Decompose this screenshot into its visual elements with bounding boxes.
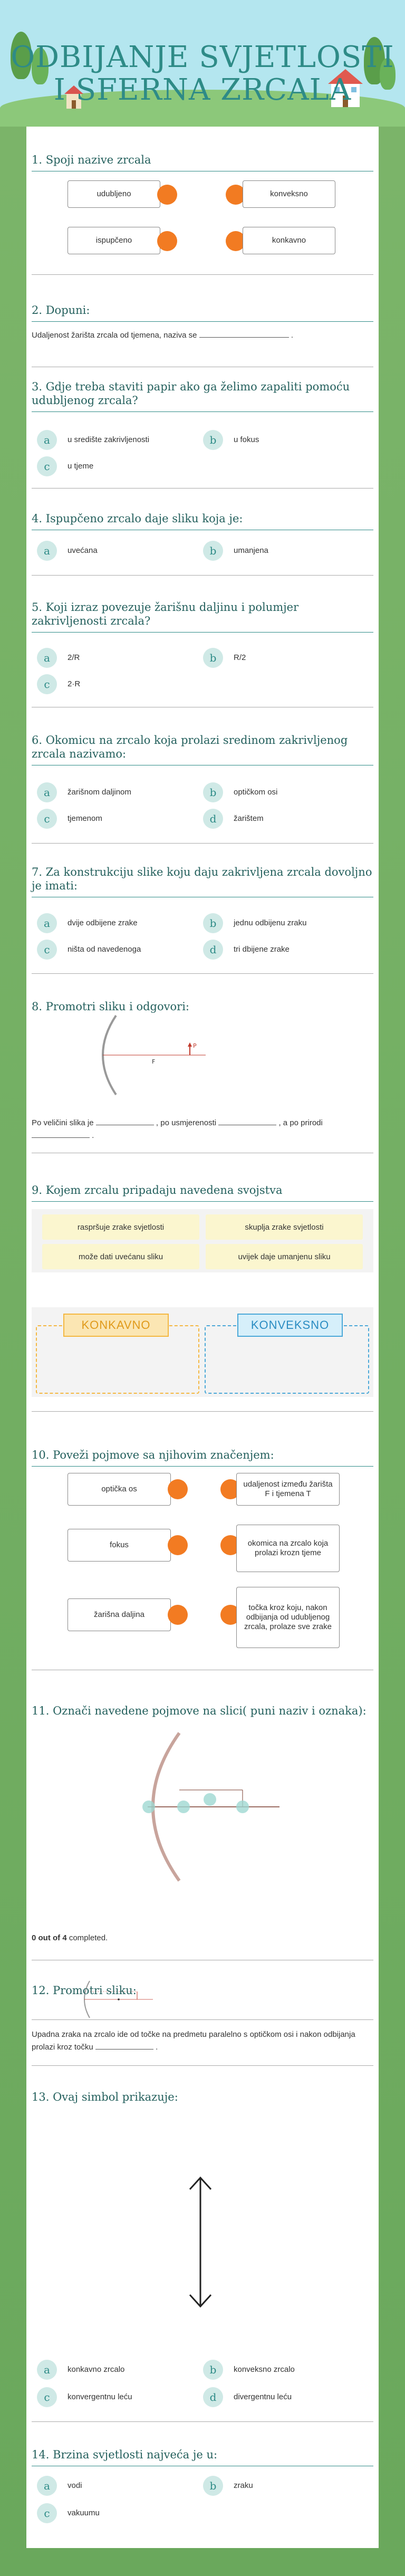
option-letter: a — [37, 430, 57, 450]
question-6 — [32, 733, 373, 765]
match-left-item[interactable]: udubljeno — [68, 180, 160, 208]
drag-item[interactable]: uvijek daje umanjenu sliku — [206, 1244, 363, 1269]
question-title: 14. Brzina svjetlosti najveća je u: — [32, 2448, 373, 2466]
answer-option-c[interactable] — [37, 2386, 195, 2409]
bucket-label-konveksno: KONVEKSNO — [237, 1314, 343, 1337]
divider — [32, 1411, 373, 1412]
answer-option-b[interactable] — [203, 2474, 361, 2497]
question-title: 7. Za konstrukciju slike koju daju zakrivljena zrcala dovoljno je imati: — [32, 865, 373, 897]
answer-option-c[interactable] — [37, 807, 195, 830]
question-title: 4. Ispupčeno zrcalo daje sliku koja je: — [32, 512, 373, 530]
option-letter: b — [203, 541, 223, 561]
question-title: 1. Spoji nazive zrcala — [32, 153, 373, 171]
question-5 — [32, 600, 373, 633]
answer-option-c[interactable] — [37, 455, 195, 478]
option-label: u tjeme — [68, 462, 94, 471]
answer-option-b[interactable] — [203, 539, 361, 562]
question-title: 5. Koji izraz povezuje žarišnu daljinu i polumjer zakrivljenosti zrcala? — [32, 600, 373, 633]
option-label: umanjena — [234, 546, 268, 555]
option-letter: b — [203, 782, 223, 802]
answer-option-d[interactable] — [203, 807, 361, 830]
question-title: 9. Kojem zrcalu pripadaju navedena svojstva — [32, 1183, 373, 1202]
match-right-item[interactable]: točka kroz koju, nakon odbijanja od udubljenog zrcala, prolaze sve zrake — [236, 1587, 340, 1648]
question-title: 3. Gdje treba staviti papir ako ga želimo zapaliti pomoću udubljenog zrcala? — [32, 380, 373, 412]
divider — [32, 973, 373, 974]
match-right-item[interactable]: konveksno — [243, 180, 335, 208]
fill-blank-input[interactable] — [96, 1117, 154, 1125]
content-panel — [26, 127, 379, 2576]
option-letter: a — [37, 782, 57, 802]
option-letter: c — [37, 2387, 57, 2407]
question-9 — [32, 1183, 373, 1202]
page-title: ODBIJANJE SVJETLOSTI I SFERNA ZRCALA — [11, 40, 394, 107]
fill-blank-input[interactable] — [199, 329, 289, 338]
question-4 — [32, 512, 373, 530]
fill-text: Po veličini slika je — [32, 1118, 94, 1127]
option-letter: b — [203, 648, 223, 668]
question-12-answer — [32, 2028, 373, 2054]
right-border — [379, 0, 405, 2576]
option-label: vakuumu — [68, 2508, 100, 2517]
divider — [32, 2421, 373, 2422]
question-title: 12. Promotri sliku: — [32, 1984, 137, 1997]
option-label: vodi — [68, 2481, 82, 2490]
option-label: dvije odbijene zrake — [68, 918, 138, 927]
hotspot-marker[interactable] — [236, 1801, 249, 1813]
divider — [32, 2019, 373, 2020]
option-label: zraku — [234, 2481, 253, 2490]
option-letter: d — [203, 809, 223, 829]
answer-option-b[interactable] — [203, 646, 361, 669]
match-connector-dot[interactable] — [168, 1479, 188, 1499]
question-10 — [32, 1448, 373, 1467]
hotspot-marker[interactable] — [177, 1801, 190, 1813]
option-letter: c — [37, 674, 57, 694]
question-2 — [32, 303, 373, 342]
divider — [32, 843, 373, 844]
option-letter: c — [37, 2503, 57, 2523]
match-left-item[interactable]: ispupčeno — [68, 227, 160, 254]
question-1 — [32, 153, 373, 171]
option-label: 2/R — [68, 653, 80, 662]
question-14 — [32, 2448, 373, 2466]
option-letter: a — [37, 913, 57, 933]
lens-symbol-diagram — [174, 2173, 227, 2311]
drag-item[interactable]: skuplja zrake svjetlosti — [206, 1214, 363, 1240]
option-label: konkavno zrcalo — [68, 2365, 125, 2374]
fill-blank-input[interactable] — [95, 2041, 153, 2050]
option-letter: d — [203, 2387, 223, 2407]
match-left-item[interactable]: optička os — [68, 1473, 171, 1506]
option-letter: a — [37, 2360, 57, 2380]
answer-option-c[interactable] — [37, 938, 195, 961]
fill-text: , po usmjerenosti — [156, 1118, 217, 1127]
completion-status: 0 out of 4 completed. — [32, 1933, 108, 1942]
option-label: 2·R — [68, 679, 81, 688]
option-letter: a — [37, 541, 57, 561]
fill-text: Udaljenost žarišta zrcala od tjemena, naziva se — [32, 331, 197, 340]
mirror-label-diagram — [121, 1728, 285, 1886]
question-title: 6. Okomicu na zrcalo koja prolazi sredinom zakrivljenog zrcala nazivamo: — [32, 733, 373, 765]
option-label: konvergentnu leću — [68, 2392, 132, 2401]
answer-option-a[interactable] — [37, 912, 195, 935]
fill-text: , a po prirodi — [278, 1118, 323, 1127]
question-title: 10. Poveži pojmove sa njihovim značenjem: — [32, 1448, 373, 1467]
answer-option-a[interactable] — [37, 781, 195, 804]
option-letter: b — [203, 2360, 223, 2380]
option-label: optičkom osi — [234, 788, 278, 797]
fill-text: . — [92, 1131, 94, 1140]
option-label: R/2 — [234, 653, 246, 662]
option-letter: a — [37, 648, 57, 668]
option-label: u središte zakrivljenosti — [68, 435, 150, 444]
option-label: konveksno zrcalo — [234, 2365, 295, 2374]
fill-text: . — [291, 331, 294, 340]
answer-option-d[interactable] — [203, 2386, 361, 2409]
option-label: divergentnu leću — [234, 2392, 292, 2401]
mirror-diagram — [84, 1013, 216, 1097]
bucket-label-konkavno: KONKAVNO — [63, 1314, 169, 1337]
answer-option-b[interactable] — [203, 912, 361, 935]
fill-blank-input[interactable] — [218, 1117, 276, 1125]
answer-option-a[interactable] — [37, 2474, 195, 2497]
label-f: F — [152, 1058, 156, 1065]
answer-option-a[interactable] — [37, 646, 195, 669]
match-right-item[interactable]: konkavno — [243, 227, 335, 254]
question-12 — [32, 1984, 373, 2002]
drag-item[interactable]: raspršuje zrake svjetlosti — [42, 1214, 199, 1240]
divider — [32, 488, 373, 489]
answer-option-a[interactable] — [37, 2358, 195, 2381]
answer-option-c[interactable] — [37, 673, 195, 696]
option-letter: c — [37, 809, 57, 829]
question-13 — [32, 2090, 373, 2108]
question-title: 11. Označi navedene pojmove na slici( puni naziv i oznaka): — [32, 1704, 367, 1717]
left-border — [0, 0, 26, 2576]
question-title: 8. Promotri sliku i odgovori: — [32, 1000, 189, 1013]
answer-option-a[interactable] — [37, 428, 195, 452]
option-label: uvećana — [68, 546, 98, 555]
match-connector-dot[interactable] — [157, 231, 177, 251]
option-label: jednu odbijenu zraku — [234, 918, 307, 927]
answer-option-a[interactable] — [37, 539, 195, 562]
fill-blank-input[interactable] — [32, 1129, 90, 1138]
divider — [32, 2065, 373, 2066]
question-11 — [32, 1704, 373, 1722]
answer-option-d[interactable] — [203, 938, 361, 961]
option-letter: d — [203, 940, 223, 960]
match-left-item[interactable]: fokus — [68, 1529, 171, 1562]
option-label: tjemenom — [68, 814, 102, 823]
answer-option-c[interactable] — [37, 2502, 195, 2525]
option-letter: b — [203, 913, 223, 933]
hotspot-marker[interactable] — [204, 1793, 216, 1806]
hotspot-marker[interactable] — [142, 1801, 155, 1813]
divider — [32, 274, 373, 275]
option-letter: b — [203, 2476, 223, 2496]
fill-text: . — [156, 2043, 158, 2052]
label-p: P — [193, 1042, 197, 1049]
match-right-item[interactable]: okomica na zrcalo koja prolazi krozn tjeme — [236, 1525, 340, 1572]
option-label: tri dbijene zrake — [234, 945, 290, 954]
question-7 — [32, 865, 373, 897]
option-letter: a — [37, 2476, 57, 2496]
question-title: 2. Dopuni: — [32, 303, 373, 322]
question-8-answers — [32, 1117, 373, 1142]
option-label: ništa od navedenoga — [68, 945, 141, 954]
header-illustration — [0, 0, 405, 127]
answer-option-b[interactable] — [203, 781, 361, 804]
match-connector-dot[interactable] — [157, 185, 177, 205]
drag-item[interactable]: može dati uvećanu sliku — [42, 1244, 199, 1269]
option-letter: c — [37, 940, 57, 960]
match-left-item[interactable]: žarišna daljina — [68, 1598, 171, 1631]
question-3 — [32, 380, 373, 412]
answer-option-b[interactable] — [203, 2358, 361, 2381]
question-title: 13. Ovaj simbol prikazuje: — [32, 2091, 178, 2103]
option-label: žarišnom daljinom — [68, 788, 131, 797]
match-right-item[interactable]: udaljenost između žarišta F i tjemena T — [236, 1473, 340, 1506]
option-label: u fokus — [234, 435, 259, 444]
option-label: žarištem — [234, 814, 264, 823]
option-letter: c — [37, 456, 57, 476]
option-letter: b — [203, 430, 223, 450]
fill-text: Upadna zraka na zrcalo ide od točke na predmetu paralelno s optičkom osi i nakon odbijanja prolazi kroz točku — [32, 2030, 355, 2052]
footer-grass — [0, 2548, 405, 2576]
divider — [32, 575, 373, 576]
answer-option-b[interactable] — [203, 428, 361, 452]
match-connector-dot[interactable] — [168, 1535, 188, 1555]
match-connector-dot[interactable] — [168, 1605, 188, 1625]
